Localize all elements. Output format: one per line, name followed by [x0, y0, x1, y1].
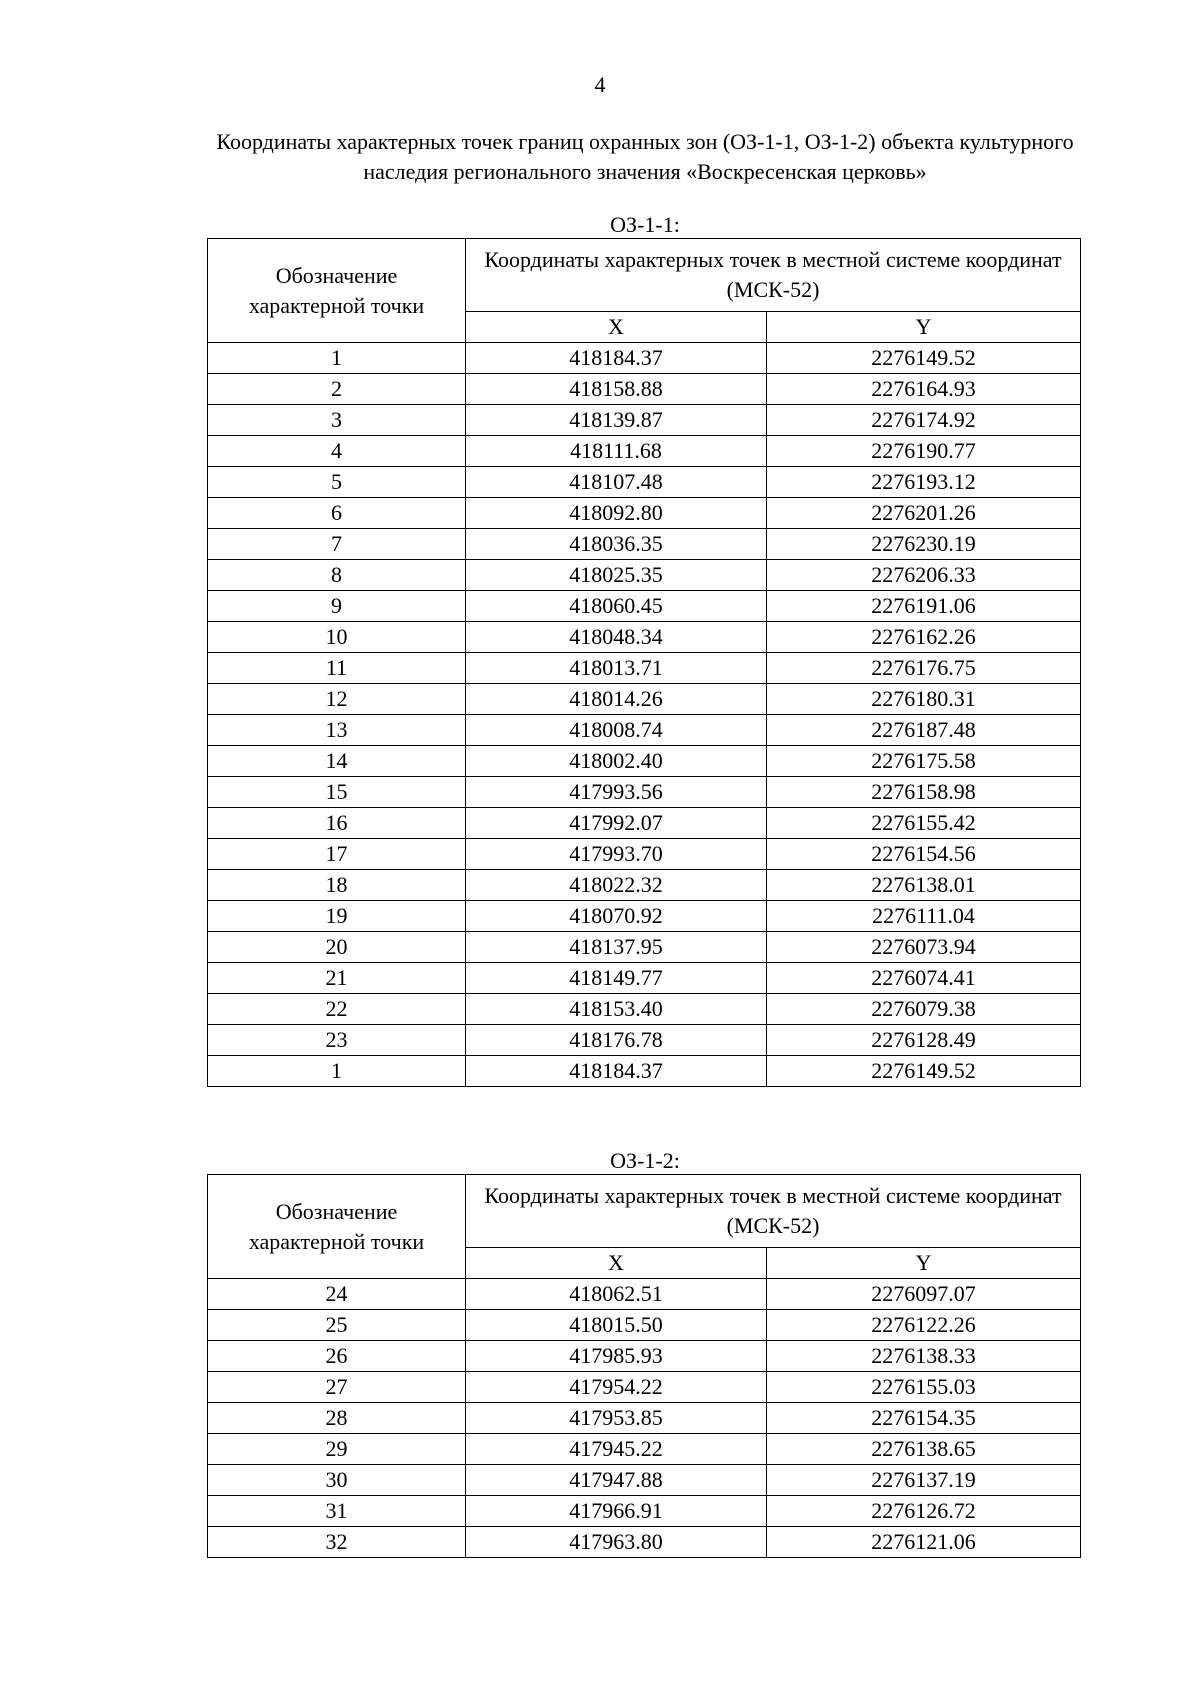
x-coordinate-cell: 418060.45	[466, 591, 767, 622]
x-column-header: X	[466, 1248, 767, 1279]
table-row	[208, 870, 1081, 901]
table-body	[208, 1279, 1081, 1558]
x-coordinate-cell: 417993.56	[466, 777, 767, 808]
x-coordinate-cell: 417963.80	[466, 1527, 767, 1558]
y-coordinate-cell: 2276201.26	[767, 498, 1081, 529]
table-row	[208, 467, 1081, 498]
y-coordinate-cell: 2276155.42	[767, 808, 1081, 839]
point-number-cell: 10	[208, 622, 466, 653]
point-number-cell: 28	[208, 1403, 466, 1434]
x-coordinate-cell: 418176.78	[466, 1025, 767, 1056]
point-number-cell: 24	[208, 1279, 466, 1310]
table-row	[208, 932, 1081, 963]
point-number-cell: 21	[208, 963, 466, 994]
y-coordinate-cell: 2276122.26	[767, 1310, 1081, 1341]
x-coordinate-cell: 418013.71	[466, 653, 767, 684]
y-coordinate-cell: 2276079.38	[767, 994, 1081, 1025]
y-coordinate-cell: 2276073.94	[767, 932, 1081, 963]
table-row	[208, 1372, 1081, 1403]
coordinates-table-oz-1-1	[207, 238, 1081, 1087]
point-number-cell: 4	[208, 436, 466, 467]
x-coordinate-cell: 418092.80	[466, 498, 767, 529]
x-coordinate-cell: 418184.37	[466, 1056, 767, 1087]
x-coordinate-cell: 418015.50	[466, 1310, 767, 1341]
coordinates-column-header: Координаты характерных точек в местной системе координат (МСК-52)	[466, 239, 1081, 312]
y-coordinate-cell: 2276137.19	[767, 1465, 1081, 1496]
table-row	[208, 746, 1081, 777]
x-coordinate-cell: 418137.95	[466, 932, 767, 963]
point-number-cell: 27	[208, 1372, 466, 1403]
x-coordinate-cell: 417953.85	[466, 1403, 767, 1434]
table-row	[208, 1527, 1081, 1558]
document-title: Координаты характерных точек границ охранных зон (ОЗ-1-1, ОЗ-1-2) объекта культурного наследия регионального значения «Воскресенская церковь»	[216, 129, 1074, 184]
y-coordinate-cell: 2276175.58	[767, 746, 1081, 777]
point-number-cell: 6	[208, 498, 466, 529]
point-number-cell: 16	[208, 808, 466, 839]
x-coordinate-cell: 418022.32	[466, 870, 767, 901]
table-2-label: ОЗ-1-2:	[610, 1148, 680, 1173]
y-coordinate-cell: 2276155.03	[767, 1372, 1081, 1403]
point-column-header: Обозначение характерной точки	[208, 1175, 466, 1279]
page-number: 4	[594, 72, 606, 97]
y-coordinate-cell: 2276164.93	[767, 374, 1081, 405]
x-coordinate-cell: 418002.40	[466, 746, 767, 777]
table-row	[208, 1465, 1081, 1496]
x-coordinate-cell: 418111.68	[466, 436, 767, 467]
y-coordinate-cell: 2276126.72	[767, 1496, 1081, 1527]
point-number-cell: 30	[208, 1465, 466, 1496]
point-number-cell: 17	[208, 839, 466, 870]
point-number-cell: 32	[208, 1527, 466, 1558]
table-row	[208, 374, 1081, 405]
table-row	[208, 622, 1081, 653]
x-coordinate-cell: 418014.26	[466, 684, 767, 715]
table-row	[208, 1341, 1081, 1372]
point-number-cell: 20	[208, 932, 466, 963]
y-coordinate-cell: 2276158.98	[767, 777, 1081, 808]
x-coordinate-cell: 417954.22	[466, 1372, 767, 1403]
point-number-cell: 26	[208, 1341, 466, 1372]
point-number-cell: 1	[208, 343, 466, 374]
point-number-cell: 31	[208, 1496, 466, 1527]
y-coordinate-cell: 2276191.06	[767, 591, 1081, 622]
coordinates-table-oz-1-2	[207, 1174, 1081, 1558]
y-coordinate-cell: 2276138.01	[767, 870, 1081, 901]
y-coordinate-cell: 2276206.33	[767, 560, 1081, 591]
x-coordinate-cell: 418048.34	[466, 622, 767, 653]
x-column-header: X	[466, 312, 767, 343]
table-row	[208, 343, 1081, 374]
table-row	[208, 405, 1081, 436]
x-coordinate-cell: 417992.07	[466, 808, 767, 839]
table-row	[208, 808, 1081, 839]
x-coordinate-cell: 418070.92	[466, 901, 767, 932]
y-coordinate-cell: 2276138.33	[767, 1341, 1081, 1372]
y-coordinate-cell: 2276128.49	[767, 1025, 1081, 1056]
point-number-cell: 5	[208, 467, 466, 498]
point-number-cell: 7	[208, 529, 466, 560]
table-row	[208, 1434, 1081, 1465]
y-coordinate-cell: 2276111.04	[767, 901, 1081, 932]
table-row	[208, 591, 1081, 622]
table-row	[208, 1279, 1081, 1310]
x-coordinate-cell: 417966.91	[466, 1496, 767, 1527]
y-coordinate-cell: 2276074.41	[767, 963, 1081, 994]
x-coordinate-cell: 417985.93	[466, 1341, 767, 1372]
point-number-cell: 12	[208, 684, 466, 715]
table-row	[208, 1496, 1081, 1527]
x-coordinate-cell: 418184.37	[466, 343, 767, 374]
y-coordinate-cell: 2276154.35	[767, 1403, 1081, 1434]
y-column-header: Y	[767, 1248, 1081, 1279]
table-row	[208, 498, 1081, 529]
table-row	[208, 560, 1081, 591]
y-coordinate-cell: 2276154.56	[767, 839, 1081, 870]
table-row	[208, 1403, 1081, 1434]
x-coordinate-cell: 418153.40	[466, 994, 767, 1025]
point-number-cell: 25	[208, 1310, 466, 1341]
y-coordinate-cell: 2276162.26	[767, 622, 1081, 653]
x-coordinate-cell: 418158.88	[466, 374, 767, 405]
y-coordinate-cell: 2276138.65	[767, 1434, 1081, 1465]
table-row	[208, 1310, 1081, 1341]
point-number-cell: 3	[208, 405, 466, 436]
x-coordinate-cell: 418008.74	[466, 715, 767, 746]
table-row	[208, 839, 1081, 870]
y-column-header: Y	[767, 312, 1081, 343]
y-coordinate-cell: 2276149.52	[767, 1056, 1081, 1087]
point-number-cell: 9	[208, 591, 466, 622]
table-row	[208, 653, 1081, 684]
y-coordinate-cell: 2276097.07	[767, 1279, 1081, 1310]
point-number-cell: 15	[208, 777, 466, 808]
y-coordinate-cell: 2276190.77	[767, 436, 1081, 467]
table-row	[208, 684, 1081, 715]
y-coordinate-cell: 2276176.75	[767, 653, 1081, 684]
x-coordinate-cell: 418139.87	[466, 405, 767, 436]
point-number-cell: 22	[208, 994, 466, 1025]
x-coordinate-cell: 418062.51	[466, 1279, 767, 1310]
table-row	[208, 963, 1081, 994]
table-1-label: ОЗ-1-1:	[610, 212, 680, 237]
point-number-cell: 19	[208, 901, 466, 932]
x-coordinate-cell: 417993.70	[466, 839, 767, 870]
point-number-cell: 14	[208, 746, 466, 777]
point-number-cell: 8	[208, 560, 466, 591]
x-coordinate-cell: 418036.35	[466, 529, 767, 560]
table-row	[208, 901, 1081, 932]
point-column-header: Обозначение характерной точки	[208, 239, 466, 343]
x-coordinate-cell: 417947.88	[466, 1465, 767, 1496]
point-number-cell: 13	[208, 715, 466, 746]
x-coordinate-cell: 418025.35	[466, 560, 767, 591]
point-number-cell: 1	[208, 1056, 466, 1087]
point-number-cell: 2	[208, 374, 466, 405]
x-coordinate-cell: 418107.48	[466, 467, 767, 498]
table-row	[208, 777, 1081, 808]
table-row	[208, 1025, 1081, 1056]
y-coordinate-cell: 2276174.92	[767, 405, 1081, 436]
table-row	[208, 529, 1081, 560]
point-number-cell: 23	[208, 1025, 466, 1056]
x-coordinate-cell: 417945.22	[466, 1434, 767, 1465]
coordinates-column-header: Координаты характерных точек в местной системе координат (МСК-52)	[466, 1175, 1081, 1248]
y-coordinate-cell: 2276149.52	[767, 343, 1081, 374]
table-body	[208, 343, 1081, 1087]
table-row	[208, 1056, 1081, 1087]
y-coordinate-cell: 2276180.31	[767, 684, 1081, 715]
point-number-cell: 29	[208, 1434, 466, 1465]
y-coordinate-cell: 2276121.06	[767, 1527, 1081, 1558]
point-number-cell: 18	[208, 870, 466, 901]
y-coordinate-cell: 2276230.19	[767, 529, 1081, 560]
point-number-cell: 11	[208, 653, 466, 684]
table-row	[208, 715, 1081, 746]
y-coordinate-cell: 2276187.48	[767, 715, 1081, 746]
table-row	[208, 436, 1081, 467]
y-coordinate-cell: 2276193.12	[767, 467, 1081, 498]
x-coordinate-cell: 418149.77	[466, 963, 767, 994]
table-row	[208, 994, 1081, 1025]
